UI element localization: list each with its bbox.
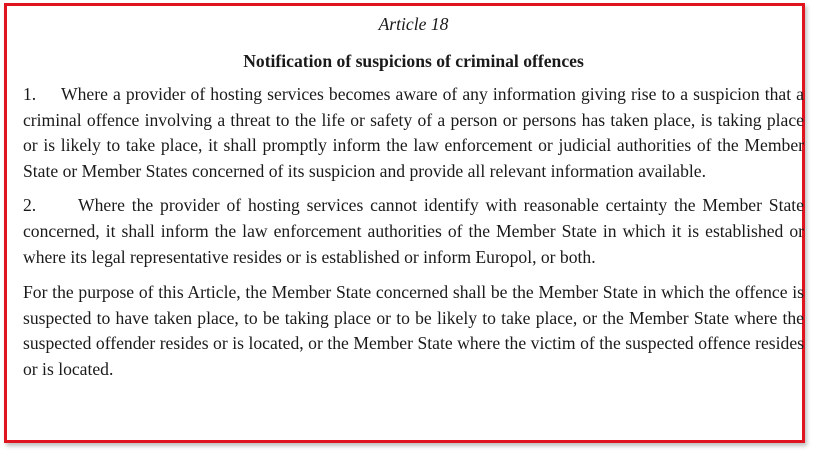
- paragraph-3-text: For the purpose of this Article, the Member State concerned shall be the Member State in which the offence is suspected to have taken place, to be taking place or to be likely to take place, or the Member State where the suspected offender resides or is located, or the Member State where the victim of the suspected offence resides or is located.: [23, 282, 804, 379]
- article-title: Notification of suspicions of criminal offences: [243, 51, 584, 71]
- paragraph-2: [23, 193, 804, 270]
- paragraph-1-text: Where a provider of hosting services becomes aware of any information giving rise to a suspicion that a criminal offence involving a threat to the life or safety of a person or persons has taken place, is taking place or is likely to take place, it shall promptly inform the law enforcement or judicial authorities of the Member State or Member States concerned of its suspicion and provide all relevant information available.: [23, 84, 804, 181]
- paragraph-1: [23, 82, 804, 184]
- paragraph-2-number: 2.: [23, 195, 37, 216]
- article-content: [23, 6, 804, 383]
- article-frame: [4, 3, 805, 443]
- article-number: Article 18: [378, 14, 449, 34]
- paragraph-3: [23, 280, 804, 382]
- paragraph-1-number: 1.: [23, 84, 37, 104]
- paragraph-2-text: Where the provider of hosting services cannot identify with reasonable certainty the Member State concerned, it shall inform the law enforcement authorities of the Member State in which it is established or where its legal representative resides or is established or inform Europol, or both.: [23, 195, 804, 267]
